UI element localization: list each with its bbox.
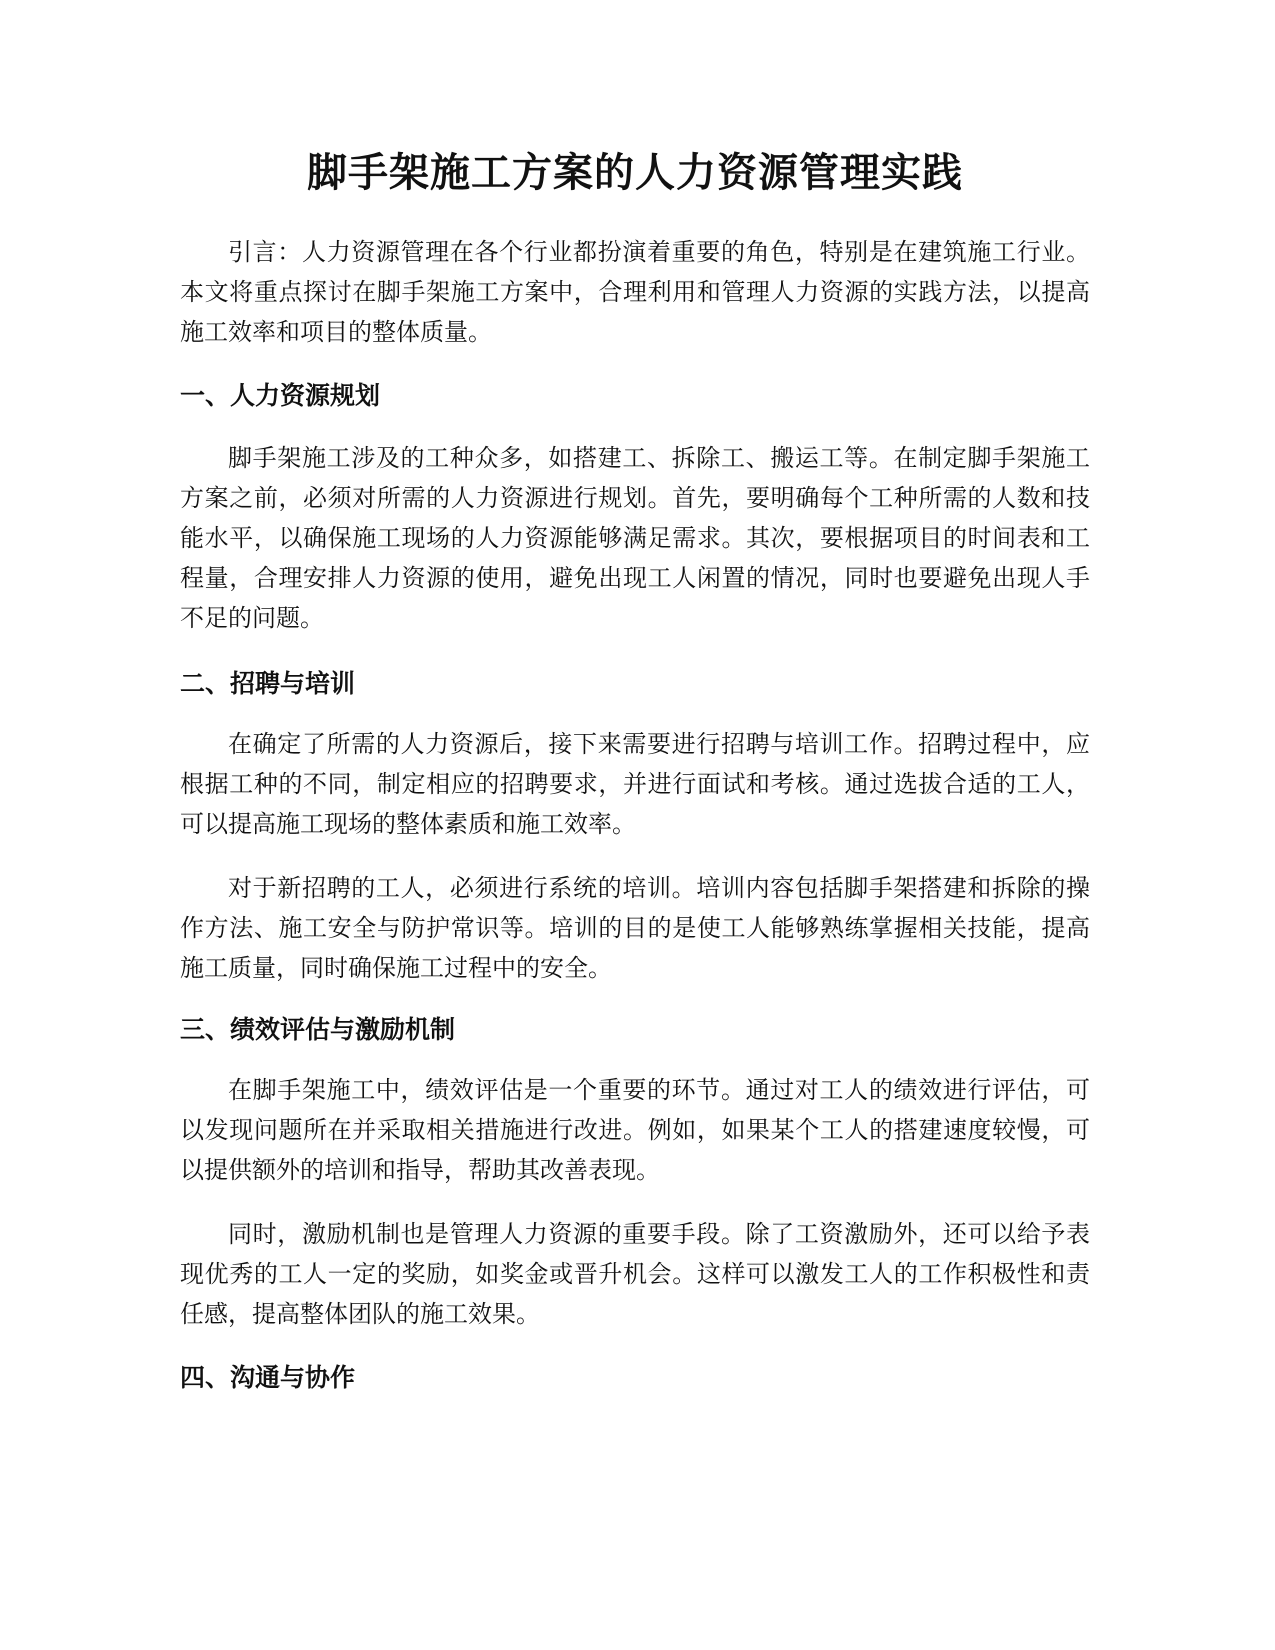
intro-paragraph: 引言：人力资源管理在各个行业都扮演着重要的角色，特别是在建筑施工行业。本文将重点探讨在脚手架施工方案中，合理利用和管理人力资源的实践方法，以提高施工效率和项目的整体质量。 — [180, 238, 1090, 346]
section-heading-hr-planning: 一、人力资源规划 — [180, 381, 381, 410]
section-paragraph: 在确定了所需的人力资源后，接下来需要进行招聘与培训工作。招聘过程中，应根据工种的不同，制定相应的招聘要求，并进行面试和考核。通过选拔合适的工人，可以提高施工现场的整体素质和施工效率。 — [180, 730, 1090, 838]
document-title: 脚手架施工方案的人力资源管理实践 — [307, 150, 963, 196]
section-paragraph: 脚手架施工涉及的工种众多，如搭建工、拆除工、搬运工等。在制定脚手架施工方案之前，必须对所需的人力资源进行规划。首先，要明确每个工种所需的人数和技能水平，以确保施工现场的人力资源能够满足需求。其次，要根据项目的时间表和工程量，合理安排人力资源的使用，避免出现工人闲置的情况，同时也要避免出现人手不足的问题。 — [180, 444, 1090, 632]
section-paragraph: 同时，激励机制也是管理人力资源的重要手段。除了工资激励外，还可以给予表现优秀的工人一定的奖励，如奖金或晋升机会。这样可以激发工人的工作积极性和责任感，提高整体团队的施工效果。 — [180, 1220, 1090, 1328]
section-heading-recruitment-training: 二、招聘与培训 — [180, 669, 356, 698]
section-paragraph: 对于新招聘的工人，必须进行系统的培训。培训内容包括脚手架搭建和拆除的操作方法、施工安全与防护常识等。培训的目的是使工人能够熟练掌握相关技能，提高施工质量，同时确保施工过程中的安全。 — [180, 874, 1090, 982]
section-heading-performance-incentive: 三、绩效评估与激励机制 — [180, 1015, 456, 1044]
section-paragraph: 在脚手架施工中，绩效评估是一个重要的环节。通过对工人的绩效进行评估，可以发现问题所在并采取相关措施进行改进。例如，如果某个工人的搭建速度较慢，可以提供额外的培训和指导，帮助其改善表现。 — [180, 1076, 1090, 1184]
section-heading-communication-collaboration: 四、沟通与协作 — [180, 1363, 356, 1392]
